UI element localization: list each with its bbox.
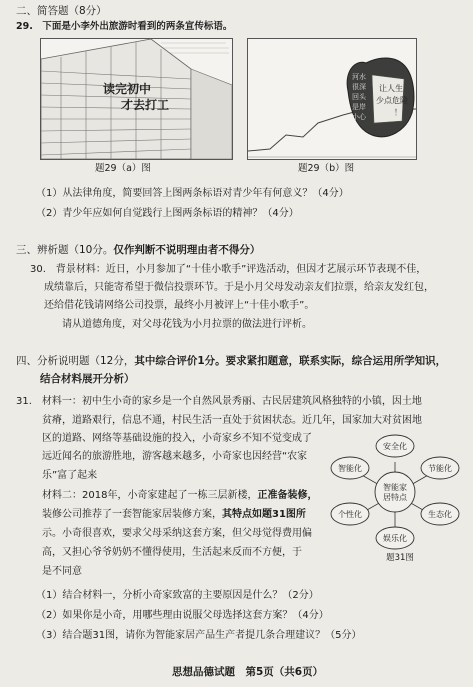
q31-line5: 乐”富了起来 bbox=[42, 470, 98, 481]
q31-line2: 贫瘠，道路艰行，信息不通，村民生活一直处于贫困状态。近几年，国家加大对贫困地 bbox=[42, 415, 422, 426]
diagram-center-line1: 智能家 bbox=[383, 483, 407, 492]
q29-sub2: （2）青少年应如何自觉践行上图两条标语的精神？（4分） bbox=[36, 208, 299, 219]
figure-29b-text2: 少点危险 bbox=[376, 96, 408, 105]
figure-29b-sign5: 小心 bbox=[352, 113, 366, 121]
figure-29b-drawing bbox=[248, 39, 416, 159]
q31-line10: 是不同意 bbox=[42, 566, 82, 577]
figure-29a bbox=[40, 38, 233, 160]
section3-heading bbox=[16, 244, 260, 257]
q31-line4: 远近闻名的旅游胜地，游客越来越多，小奇家也因经营“农家 bbox=[42, 451, 308, 462]
q30-line1: 30. 背景材料：近日，小月参加了“十佳小歌手”评选活动，但因才艺展示环节表现不佳， bbox=[30, 264, 427, 275]
q31-sub1: （1）结合材料一，分析小奇家致富的主要原因是什么？（2分） bbox=[36, 590, 319, 601]
q29-sub1: （1）从法律角度，简要回答上图两条标语对青少年有何意义？（4分） bbox=[36, 188, 349, 199]
figure-29b-sign4: 是岸 bbox=[352, 103, 366, 111]
section3-heading-part2: 仅作判断不说明理由者不得分） bbox=[113, 244, 261, 256]
diagram-label-top: 安全化 bbox=[383, 442, 407, 451]
q31-line7-part1: 装修公司推荐了一套智能家居装修方案， bbox=[42, 509, 222, 520]
figure-29b-text1: 让人生 bbox=[379, 84, 403, 93]
q31-line6-part1: 材料二：2018年，小奇家建起了一栋三层新楼， bbox=[42, 490, 258, 501]
figure-29a-slogan-line2: 才去打工 bbox=[121, 98, 170, 112]
q31-sub3: （3）结合题31图，请你为智能家居产品生产者提几条合理建议？（5分） bbox=[36, 630, 362, 641]
figure-29b bbox=[247, 38, 417, 160]
q29-stem: 29. 下面是小李外出旅游时看到的两条宣传标语。 bbox=[16, 21, 233, 32]
diagram-label-bottom: 娱乐化 bbox=[383, 534, 407, 543]
figure-29a-drawing bbox=[41, 39, 232, 159]
figure-29a-caption: 题29（a）图 bbox=[95, 163, 151, 174]
q31-line7 bbox=[42, 508, 306, 521]
section2-heading: 二、简答题（8分） bbox=[16, 5, 107, 17]
q31-line1: 31. 材料一：初中生小奇的家乡是一个自然风景秀丽、古民居建筑风格独特的小镇，因土地 bbox=[16, 396, 422, 407]
section4-heading-part2: 其中综合评价1分。要求紧扣题意，联系实际，综合运用所学知识， bbox=[134, 355, 447, 367]
q31-line8: 示。小奇很喜欢，要求父母采纳这套方案，但父母觉得费用偏 bbox=[42, 528, 312, 539]
page-footer: 思想品德试题 第5页（共6页） bbox=[172, 666, 324, 678]
diagram-label-right-bottom: 生态化 bbox=[428, 510, 452, 519]
q30-line2: 成绩靠后，只能寄希望于微信投票环节。于是小月父母发动亲友们拉票，给亲友发红包， bbox=[44, 282, 434, 293]
q31-line3: 区的道路、网络等基础设施的投入，小奇家乡不知不觉变成了 bbox=[42, 433, 312, 444]
q31-line7-part2: 其特点如题31图所 bbox=[222, 509, 306, 520]
figure-29b-sign2: 很深 bbox=[352, 83, 366, 91]
q30-line4: 请从道德角度，对父母花钱为小月拉票的做法进行评析。 bbox=[62, 319, 312, 330]
q31-line9: 高，又担心爷爷奶奶不懂得使用，生活起来反而不方便，于 bbox=[42, 547, 302, 558]
figure-29b-sign1: 河水 bbox=[352, 73, 366, 81]
q31-line6 bbox=[42, 489, 317, 502]
diagram-label-left-top: 智能化 bbox=[338, 464, 362, 473]
diagram-center bbox=[375, 472, 415, 512]
diagram-label-left-bottom: 个性化 bbox=[338, 510, 362, 519]
diagram-center-line2: 居特点 bbox=[383, 493, 407, 502]
figure-29b-caption: 题29（b）图 bbox=[298, 163, 355, 174]
figure-29b-sign3: 回头 bbox=[352, 93, 366, 101]
section4-heading-part1: 四、分析说明题（12分， bbox=[16, 355, 135, 367]
figure-29a-slogan-line1: 读完初中 bbox=[103, 82, 152, 96]
figure-31-caption: 题31图 bbox=[386, 553, 414, 563]
section3-heading-part1: 三、辨析题（10分。 bbox=[16, 244, 114, 256]
q31-line6-part2: 正准备装修， bbox=[257, 490, 318, 501]
figure-29b-text3: ！ bbox=[394, 108, 402, 117]
q31-sub2: （2）如果你是小奇，用哪些理由说服父母选择这套方案？（4分） bbox=[36, 610, 329, 621]
section4-heading-line2: 结合材料展开分析） bbox=[40, 373, 135, 385]
section4-heading bbox=[16, 355, 446, 368]
diagram-label-right-top: 节能化 bbox=[428, 464, 452, 473]
figure-31-diagram bbox=[330, 432, 460, 564]
q30-line3: 还给借花钱请网络公司投票，最终小月被评上“十佳小歌手”。 bbox=[44, 300, 315, 311]
